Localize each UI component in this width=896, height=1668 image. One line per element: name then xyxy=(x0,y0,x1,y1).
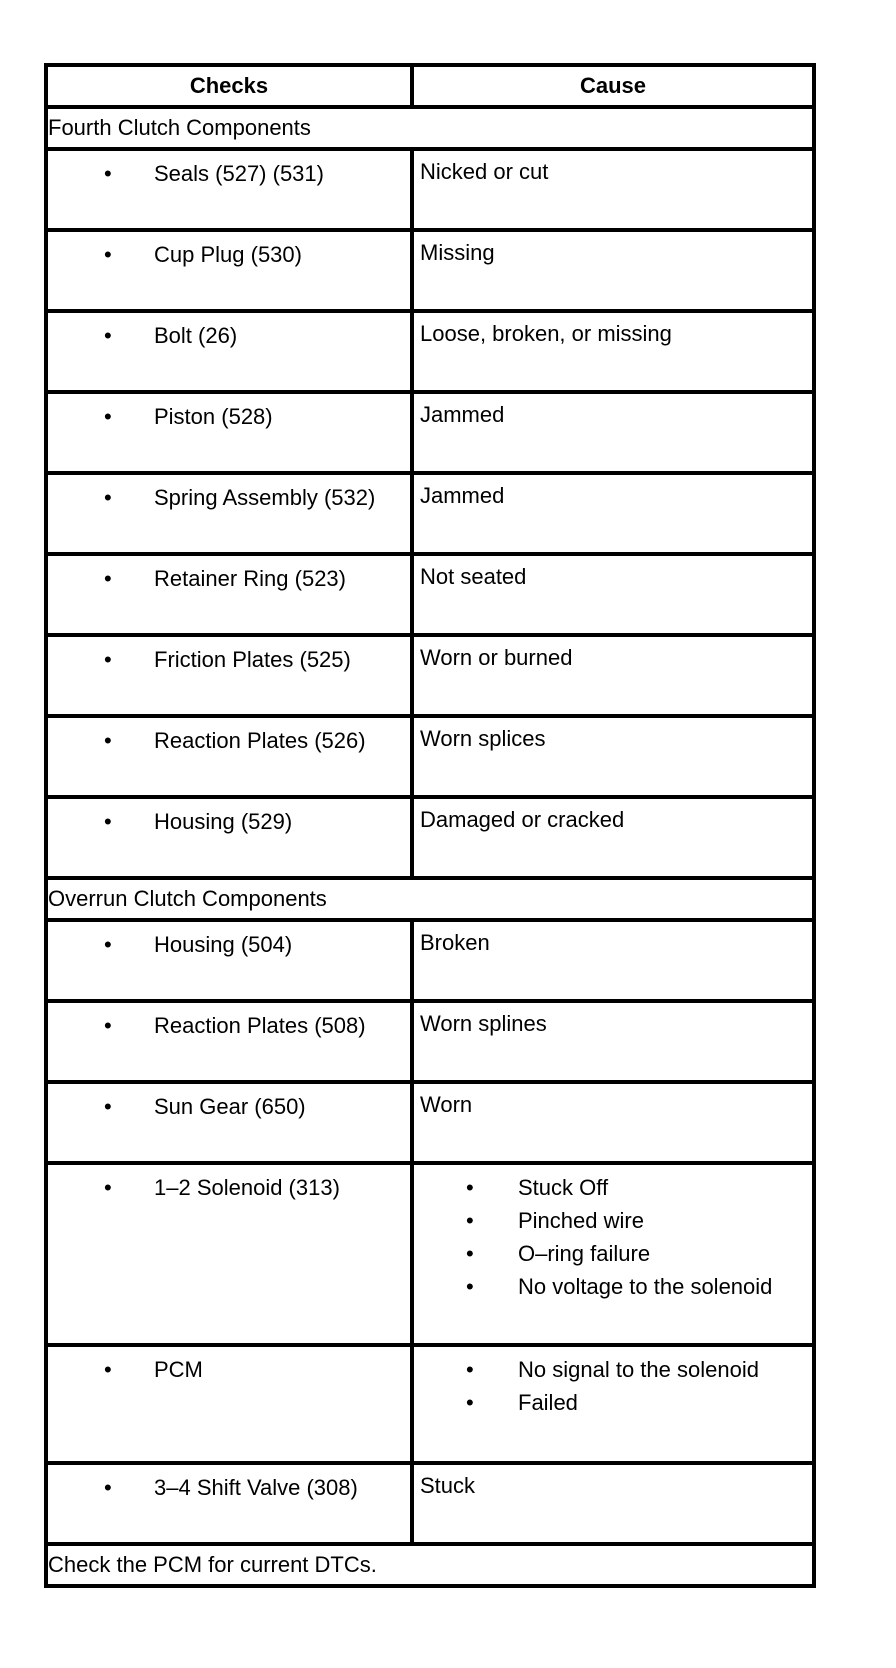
table-row xyxy=(46,149,814,230)
cause-text: Jammed xyxy=(420,483,505,508)
section-title-overrun-clutch: Overrun Clutch Components xyxy=(46,878,814,920)
footer-note: Check the PCM for current DTCs. xyxy=(46,1544,814,1586)
cause-list-item: • No voltage to the solenoid xyxy=(414,1274,812,1307)
diagnostic-table-container xyxy=(44,63,812,1588)
check-item: • Housing (529) xyxy=(48,799,410,835)
table-row xyxy=(46,230,814,311)
table-row xyxy=(46,1163,814,1345)
cause-text: Worn splines xyxy=(420,1011,547,1036)
check-item: • Bolt (26) xyxy=(48,313,410,349)
table-row xyxy=(46,311,814,392)
cause-text: Broken xyxy=(420,930,490,955)
check-item: • 1–2 Solenoid (313) xyxy=(48,1165,410,1201)
table-row xyxy=(46,554,814,635)
table-row xyxy=(46,473,814,554)
cause-list-item: • Pinched wire xyxy=(414,1208,812,1241)
cause-text: Worn or burned xyxy=(420,645,573,670)
cause-list xyxy=(414,1165,812,1307)
table-row xyxy=(46,635,814,716)
table-row xyxy=(46,1001,814,1082)
check-item: • Friction Plates (525) xyxy=(48,637,410,673)
cause-text: Loose, broken, or missing xyxy=(420,321,672,346)
check-item: • Piston (528) xyxy=(48,394,410,430)
table-row xyxy=(46,1345,814,1463)
check-item: • Retainer Ring (523) xyxy=(48,556,410,592)
cause-list-item: • Failed xyxy=(414,1390,812,1423)
check-item: • PCM xyxy=(48,1347,410,1383)
cause-list-item: • O–ring failure xyxy=(414,1241,812,1274)
header-checks: Checks xyxy=(46,65,412,107)
section-title-fourth-clutch: Fourth Clutch Components xyxy=(46,107,814,149)
table-row xyxy=(46,716,814,797)
footer-row xyxy=(46,1544,814,1586)
check-item: • Reaction Plates (508) xyxy=(48,1003,410,1039)
section-row xyxy=(46,107,814,149)
table-row xyxy=(46,1463,814,1544)
header-cause: Cause xyxy=(412,65,814,107)
cause-text: Missing xyxy=(420,240,495,265)
cause-text: Worn splices xyxy=(420,726,546,751)
diagnostic-table xyxy=(44,63,816,1588)
table-row xyxy=(46,1082,814,1163)
cause-text: Not seated xyxy=(420,564,527,589)
check-item: • Cup Plug (530) xyxy=(48,232,410,268)
check-item: • Reaction Plates (526) xyxy=(48,718,410,754)
cause-list-item: • No signal to the solenoid xyxy=(414,1357,812,1390)
table-row xyxy=(46,920,814,1001)
check-item: • Housing (504) xyxy=(48,922,410,958)
cause-text: Stuck xyxy=(420,1473,476,1498)
table-row xyxy=(46,392,814,473)
cause-text: Nicked or cut xyxy=(420,159,549,184)
check-item: • Spring Assembly (532) xyxy=(48,475,410,511)
section-row xyxy=(46,878,814,920)
check-item: • Sun Gear (650) xyxy=(48,1084,410,1120)
cause-text: Worn xyxy=(420,1092,473,1117)
check-item: • Seals (527) (531) xyxy=(48,151,410,187)
table-row xyxy=(46,797,814,878)
check-item: • 3–4 Shift Valve (308) xyxy=(48,1465,410,1501)
cause-list xyxy=(414,1347,812,1423)
header-row xyxy=(46,65,814,107)
cause-text: Damaged or cracked xyxy=(420,807,625,832)
cause-list-item: • Stuck Off xyxy=(414,1175,812,1208)
cause-text: Jammed xyxy=(420,402,505,427)
